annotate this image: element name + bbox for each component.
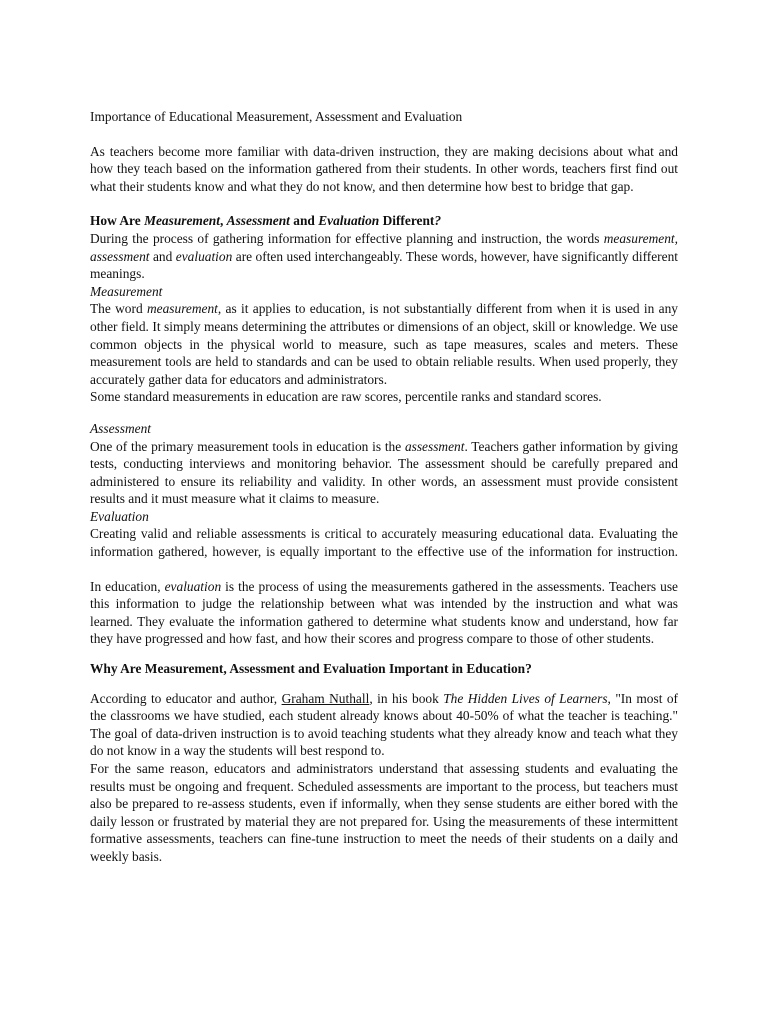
section-heading-why: Why Are Measurement, Assessment and Evaluation Important in Education? [90,661,532,677]
evaluation-paragraph-2: In education, evaluation is the process of using the measurements gathered in the assessments. Teachers use this information to judge the relationship between what was intended by the instruction and what was learned. They evaluate the information gathered to determine what students know and understand, how far they have progressed and how fast, and how their scores and progress compare to those of other students. [90,578,678,647]
assessment-heading: Assessment [90,420,151,436]
evaluation-paragraph-1: Creating valid and reliable assessments is critical to accurately measuring educational data. Evaluating the information gathered, however, is equally important to the effective use of the information for instruction. [90,526,678,560]
document-body [90,108,678,866]
measurement-heading: Measurement [90,283,163,299]
why-paragraph-1: According to educator and author, Graham Nuthall, in his book The Hidden Lives of Learners, "In most of the classrooms we have studied, each student already knows about 40-50% of what the teacher is teaching." The goal of data-driven instruction is to avoid teaching students what they already know and teach what they do not know in a way the students will best respond to. [90,690,679,759]
intro-paragraph: As teachers become more familiar with data-driven instruction, they are making decisions about what and how they teach based on the information gathered from their students. In other words, teachers first find out what their students know and what they do not know, and then determine how best to bridge that gap. [90,143,678,194]
measurement-paragraph: The word measurement, as it applies to education, is not substantially different from when it is used in any other field. It simply means determining the attributes or dimensions of an object, skill or knowledge. We use common objects in the physical world to measure, such as tape measures, scales and meters. These measurement tools are held to standards and can be used to obtain reliable results. When used properly, they accurately gather data for educators and administrators. [90,301,678,387]
graham-nuthall-link[interactable]: Graham Nuthall [281,690,370,706]
document-title: Importance of Educational Measurement, Assessment and Evaluation [90,109,463,124]
measurement-standard-paragraph: Some standard measurements in education are raw scores, percentile ranks and standard scores. [90,389,602,405]
different-paragraph: During the process of gathering information for effective planning and instruction, the words measurement, assessment and evaluation are often used interchangeably. These words, however, have significantly different meanings. [90,230,679,282]
why-paragraph-2: For the same reason, educators and administrators understand that assessing students and evaluating the results must be ongoing and frequent. Scheduled assessments are important to the process, but teachers must also be prepared to re-assess students, even if informally, when they sense students are either bored with the daily lesson or frustrated by material they are not prepared for. Using the measurements of these intermittent formative assessments, teachers can fine-tune instruction to meet the needs of their students on a daily and weekly basis. [90,761,678,864]
section-heading-different: How Are Measurement, Assessment and Evaluation Different? [90,213,442,229]
assessment-paragraph: One of the primary measurement tools in education is the assessment. Teachers gather information by giving tests, conducting interviews and monitoring behavior. The assessment should be carefully prepared and administered to ensure its reliability and validity. In other words, an assessment must provide consistent results and it must measure what it claims to measure. [90,438,678,507]
evaluation-heading: Evaluation [90,508,149,524]
